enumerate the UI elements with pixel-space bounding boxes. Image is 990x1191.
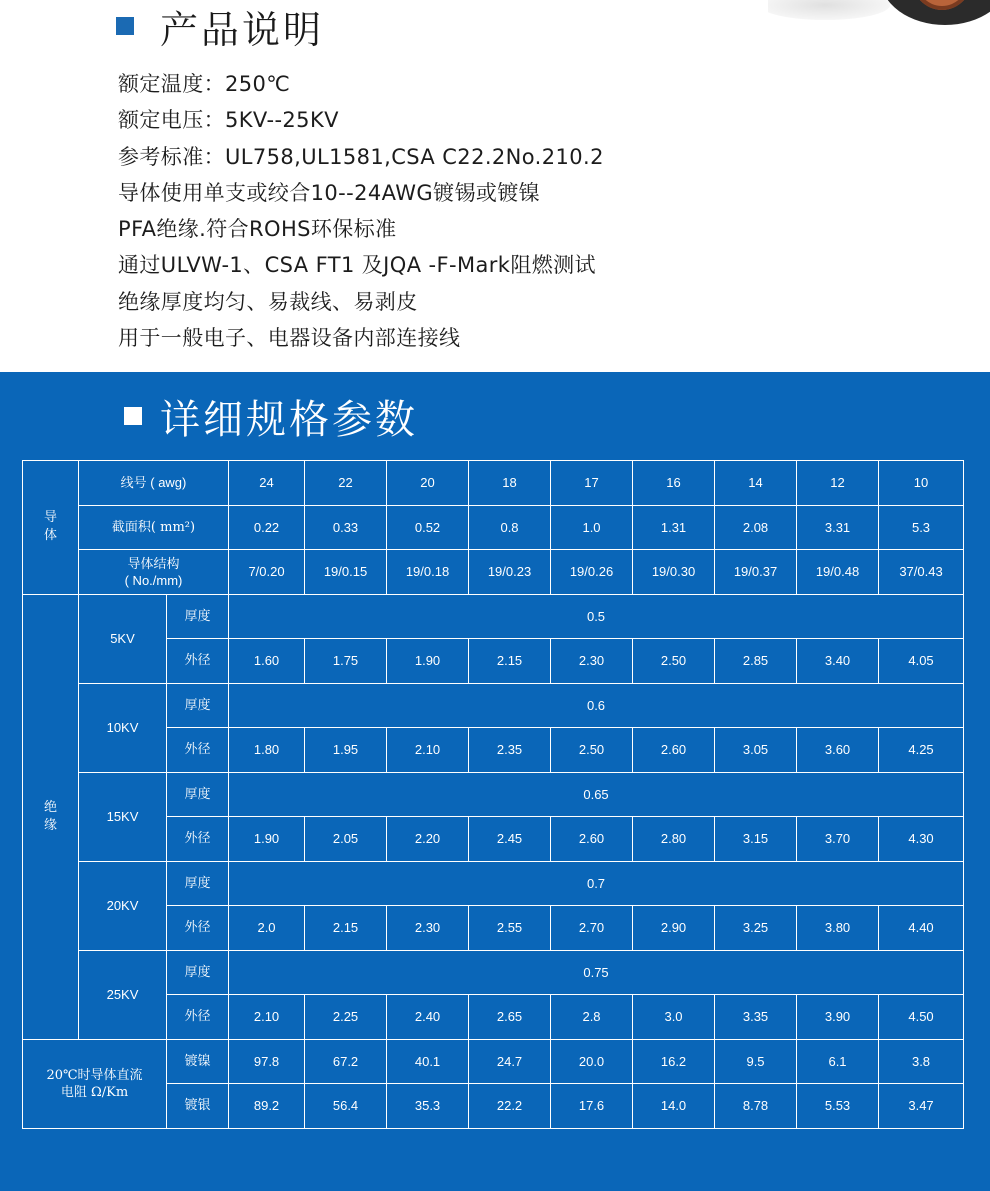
resistance-value: 89.2 xyxy=(229,1084,305,1129)
outer-diameter-value: 3.15 xyxy=(715,817,797,862)
outer-diameter-value: 1.60 xyxy=(229,639,305,684)
awg-label: 线号 ( awg) xyxy=(79,461,229,506)
cable-shadow xyxy=(768,0,890,20)
outer-diameter-value: 1.95 xyxy=(305,728,387,773)
awg-value: 24 xyxy=(229,461,305,506)
thickness-value: 0.65 xyxy=(229,772,964,817)
resistance-value: 5.53 xyxy=(797,1084,879,1129)
area-value: 1.0 xyxy=(551,505,633,550)
outer-diameter-value: 3.35 xyxy=(715,995,797,1040)
description-line: 导体使用单支或绞合10--24AWG镀锡或镀镍 xyxy=(118,180,541,205)
square-bullet-icon xyxy=(124,407,142,425)
outer-diameter-value: 2.40 xyxy=(387,995,469,1040)
voltage-label: 20KV xyxy=(79,861,167,950)
conductor-group-label: 导 体 xyxy=(23,461,79,595)
product-section-title: 产品说明 xyxy=(160,7,325,52)
outer-diameter-value: 2.30 xyxy=(551,639,633,684)
table-row xyxy=(23,950,964,995)
table-row xyxy=(23,505,964,550)
outer-diameter-value: 2.85 xyxy=(715,639,797,684)
outer-diameter-value: 2.20 xyxy=(387,817,469,862)
awg-value: 14 xyxy=(715,461,797,506)
resistance-label: 20℃时导体直流 电阻 Ω/Km xyxy=(23,1039,167,1128)
product-description-list xyxy=(118,66,604,356)
table-row xyxy=(23,594,964,639)
voltage-label: 15KV xyxy=(79,772,167,861)
thickness-value: 0.75 xyxy=(229,950,964,995)
thickness-value: 0.7 xyxy=(229,861,964,906)
outer-diameter-value: 2.30 xyxy=(387,906,469,951)
structure-value: 19/0.18 xyxy=(387,550,469,595)
area-label: 截面积( mm²) xyxy=(79,505,229,550)
outer-diameter-value: 1.90 xyxy=(229,817,305,862)
outer-diameter-value: 2.05 xyxy=(305,817,387,862)
product-description-section xyxy=(0,0,990,372)
description-line: 绝缘厚度均匀、易裁线、易剥皮 xyxy=(118,289,418,314)
table-row xyxy=(23,550,964,595)
outer-diameter-value: 4.50 xyxy=(879,995,964,1040)
outer-diameter-value: 2.8 xyxy=(551,995,633,1040)
table-row xyxy=(23,461,964,506)
resistance-value: 20.0 xyxy=(551,1039,633,1084)
outer-diameter-value: 2.25 xyxy=(305,995,387,1040)
area-value: 2.08 xyxy=(715,505,797,550)
voltage-label: 5KV xyxy=(79,594,167,683)
area-value: 5.3 xyxy=(879,505,964,550)
table-row xyxy=(23,1039,964,1084)
product-section-heading xyxy=(116,0,324,52)
table-row xyxy=(23,683,964,728)
area-value: 1.31 xyxy=(633,505,715,550)
thickness-label: 厚度 xyxy=(167,683,229,728)
outer-diameter-value: 2.65 xyxy=(469,995,551,1040)
outer-diameter-value: 2.35 xyxy=(469,728,551,773)
description-line: PFA绝缘.符合ROHS环保标准 xyxy=(118,217,397,242)
spec-section-heading xyxy=(124,391,418,441)
structure-value: 19/0.23 xyxy=(469,550,551,595)
outer-diameter-value: 3.0 xyxy=(633,995,715,1040)
outer-diameter-label: 外径 xyxy=(167,728,229,773)
outer-diameter-label: 外径 xyxy=(167,817,229,862)
resistance-value: 35.3 xyxy=(387,1084,469,1129)
resistance-value: 56.4 xyxy=(305,1084,387,1129)
thickness-value: 0.5 xyxy=(229,594,964,639)
structure-value: 19/0.26 xyxy=(551,550,633,595)
structure-value: 19/0.30 xyxy=(633,550,715,595)
resistance-value: 67.2 xyxy=(305,1039,387,1084)
outer-diameter-label: 外径 xyxy=(167,995,229,1040)
description-line: 通过ULVW-1、CSA FT1 及JQA -F-Mark阻燃测试 xyxy=(118,253,596,278)
table-row xyxy=(23,861,964,906)
outer-diameter-value: 2.70 xyxy=(551,906,633,951)
outer-diameter-value: 2.10 xyxy=(387,728,469,773)
structure-value: 19/0.15 xyxy=(305,550,387,595)
resistance-value: 14.0 xyxy=(633,1084,715,1129)
outer-diameter-value: 2.15 xyxy=(469,639,551,684)
outer-diameter-value: 2.50 xyxy=(551,728,633,773)
resistance-value: 3.8 xyxy=(879,1039,964,1084)
area-value: 0.22 xyxy=(229,505,305,550)
thickness-label: 厚度 xyxy=(167,594,229,639)
awg-value: 17 xyxy=(551,461,633,506)
resistance-value: 16.2 xyxy=(633,1039,715,1084)
outer-diameter-value: 3.05 xyxy=(715,728,797,773)
outer-diameter-value: 2.15 xyxy=(305,906,387,951)
description-line: 额定电压：5KV--25KV xyxy=(118,108,339,133)
description-line: 参考标准：UL758,UL1581,CSA C22.2No.210.2 xyxy=(118,144,604,169)
square-bullet-icon xyxy=(116,17,134,35)
outer-diameter-value: 3.70 xyxy=(797,817,879,862)
outer-diameter-value: 2.45 xyxy=(469,817,551,862)
outer-diameter-label: 外径 xyxy=(167,906,229,951)
area-value: 0.52 xyxy=(387,505,469,550)
thickness-value: 0.6 xyxy=(229,683,964,728)
outer-diameter-value: 2.55 xyxy=(469,906,551,951)
awg-value: 18 xyxy=(469,461,551,506)
outer-diameter-value: 2.10 xyxy=(229,995,305,1040)
awg-value: 12 xyxy=(797,461,879,506)
structure-label: 导体结构 ( No./mm) xyxy=(79,550,229,595)
outer-diameter-value: 4.30 xyxy=(879,817,964,862)
outer-diameter-value: 1.80 xyxy=(229,728,305,773)
description-line: 额定温度：250℃ xyxy=(118,72,291,96)
outer-diameter-value: 3.60 xyxy=(797,728,879,773)
outer-diameter-value: 3.90 xyxy=(797,995,879,1040)
spec-section xyxy=(0,372,990,1191)
spec-table xyxy=(22,460,964,1129)
structure-value: 19/0.48 xyxy=(797,550,879,595)
area-value: 3.31 xyxy=(797,505,879,550)
area-value: 0.33 xyxy=(305,505,387,550)
spec-section-title: 详细规格参数 xyxy=(160,396,418,443)
resistance-value: 22.2 xyxy=(469,1084,551,1129)
outer-diameter-value: 4.25 xyxy=(879,728,964,773)
outer-diameter-value: 3.25 xyxy=(715,906,797,951)
cable-image xyxy=(768,0,990,26)
resistance-value: 9.5 xyxy=(715,1039,797,1084)
plating-label: 镀银 xyxy=(167,1084,229,1129)
outer-diameter-value: 2.60 xyxy=(633,728,715,773)
voltage-label: 25KV xyxy=(79,950,167,1039)
awg-value: 10 xyxy=(879,461,964,506)
awg-value: 16 xyxy=(633,461,715,506)
outer-diameter-value: 4.05 xyxy=(879,639,964,684)
outer-diameter-value: 2.50 xyxy=(633,639,715,684)
outer-diameter-value: 2.60 xyxy=(551,817,633,862)
resistance-value: 3.47 xyxy=(879,1084,964,1129)
thickness-label: 厚度 xyxy=(167,772,229,817)
table-row xyxy=(23,772,964,817)
structure-value: 37/0.43 xyxy=(879,550,964,595)
resistance-value: 97.8 xyxy=(229,1039,305,1084)
thickness-label: 厚度 xyxy=(167,861,229,906)
voltage-label: 10KV xyxy=(79,683,167,772)
resistance-value: 8.78 xyxy=(715,1084,797,1129)
description-line: 用于一般电子、电器设备内部连接线 xyxy=(118,326,461,351)
outer-diameter-value: 2.90 xyxy=(633,906,715,951)
outer-diameter-value: 4.40 xyxy=(879,906,964,951)
outer-diameter-value: 1.90 xyxy=(387,639,469,684)
plating-label: 镀镍 xyxy=(167,1039,229,1084)
structure-value: 19/0.37 xyxy=(715,550,797,595)
resistance-value: 40.1 xyxy=(387,1039,469,1084)
outer-diameter-value: 1.75 xyxy=(305,639,387,684)
outer-diameter-value: 3.80 xyxy=(797,906,879,951)
resistance-value: 17.6 xyxy=(551,1084,633,1129)
insulation-group-label: 绝 缘 xyxy=(23,594,79,1039)
outer-diameter-value: 3.40 xyxy=(797,639,879,684)
awg-value: 20 xyxy=(387,461,469,506)
resistance-value: 24.7 xyxy=(469,1039,551,1084)
outer-diameter-value: 2.0 xyxy=(229,906,305,951)
resistance-value: 6.1 xyxy=(797,1039,879,1084)
structure-value: 7/0.20 xyxy=(229,550,305,595)
area-value: 0.8 xyxy=(469,505,551,550)
awg-value: 22 xyxy=(305,461,387,506)
outer-diameter-value: 2.80 xyxy=(633,817,715,862)
outer-diameter-label: 外径 xyxy=(167,639,229,684)
thickness-label: 厚度 xyxy=(167,950,229,995)
